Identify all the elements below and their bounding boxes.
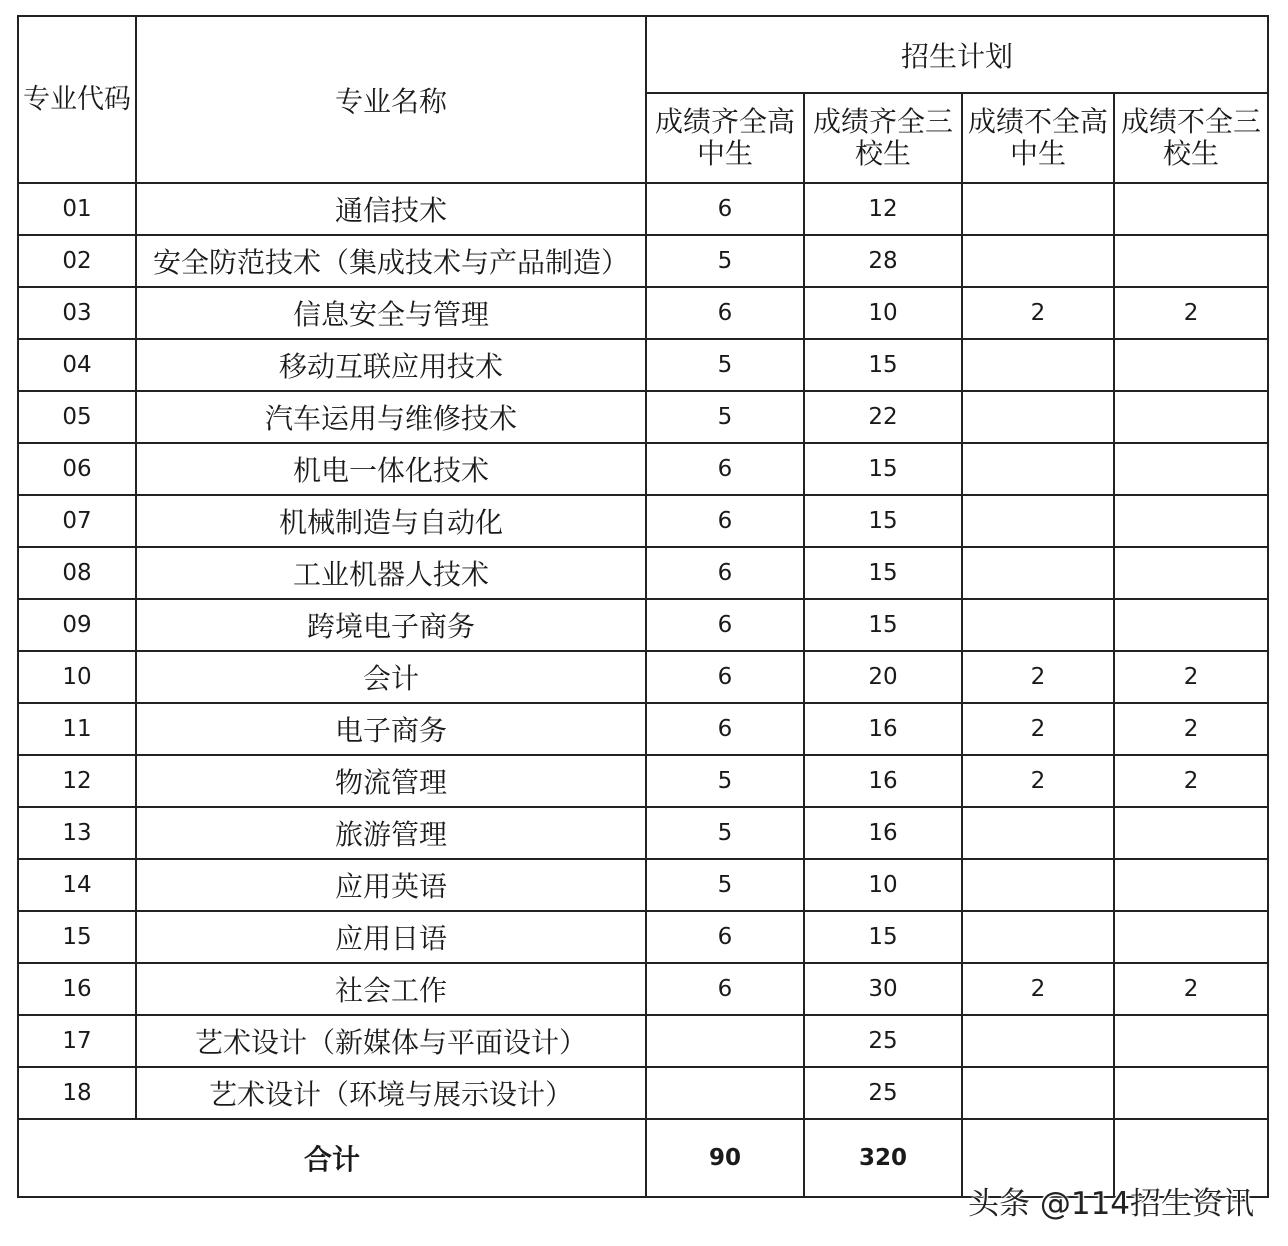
cell-major-name: 机械制造与自动化 <box>136 495 646 547</box>
header-major-name: 专业名称 <box>136 16 646 183</box>
cell-incomplete-highschool <box>962 1015 1114 1067</box>
cell-complete-highschool: 6 <box>646 963 804 1015</box>
cell-complete-highschool: 6 <box>646 287 804 339</box>
cell-complete-highschool: 6 <box>646 495 804 547</box>
table-row <box>18 703 1268 755</box>
cell-complete-vocational: 15 <box>804 599 962 651</box>
cell-incomplete-highschool <box>962 859 1114 911</box>
cell-major-code: 15 <box>18 911 136 963</box>
cell-major-code: 17 <box>18 1015 136 1067</box>
header-incomplete-highschool: 成绩不全高中生 <box>962 93 1114 183</box>
table-row <box>18 495 1268 547</box>
cell-major-code: 03 <box>18 287 136 339</box>
cell-incomplete-vocational <box>1114 235 1268 287</box>
cell-major-name: 工业机器人技术 <box>136 547 646 599</box>
watermark-text: 头条 @114招生资讯 <box>968 1186 1255 1222</box>
cell-major-code: 02 <box>18 235 136 287</box>
cell-major-code: 01 <box>18 183 136 235</box>
cell-major-name: 安全防范技术（集成技术与产品制造） <box>136 235 646 287</box>
cell-incomplete-highschool <box>962 599 1114 651</box>
table-row <box>18 1067 1268 1119</box>
total-complete-vocational: 320 <box>804 1119 962 1197</box>
cell-complete-highschool: 5 <box>646 755 804 807</box>
cell-major-name: 机电一体化技术 <box>136 443 646 495</box>
cell-major-code: 08 <box>18 547 136 599</box>
cell-major-name: 电子商务 <box>136 703 646 755</box>
cell-major-code: 13 <box>18 807 136 859</box>
cell-incomplete-highschool <box>962 339 1114 391</box>
cell-complete-vocational: 16 <box>804 703 962 755</box>
cell-major-code: 11 <box>18 703 136 755</box>
cell-complete-vocational: 15 <box>804 339 962 391</box>
cell-incomplete-highschool: 2 <box>962 963 1114 1015</box>
header-complete-vocational: 成绩齐全三校生 <box>804 93 962 183</box>
cell-major-code: 06 <box>18 443 136 495</box>
cell-major-code: 09 <box>18 599 136 651</box>
cell-major-name: 旅游管理 <box>136 807 646 859</box>
cell-incomplete-vocational <box>1114 807 1268 859</box>
cell-complete-highschool: 6 <box>646 183 804 235</box>
cell-major-name: 信息安全与管理 <box>136 287 646 339</box>
cell-complete-vocational: 28 <box>804 235 962 287</box>
cell-incomplete-highschool <box>962 235 1114 287</box>
cell-incomplete-highschool <box>962 547 1114 599</box>
table-row <box>18 235 1268 287</box>
cell-major-name: 通信技术 <box>136 183 646 235</box>
cell-major-name: 物流管理 <box>136 755 646 807</box>
cell-complete-highschool <box>646 1015 804 1067</box>
cell-major-code: 16 <box>18 963 136 1015</box>
cell-complete-highschool: 6 <box>646 911 804 963</box>
table-row <box>18 443 1268 495</box>
cell-major-name: 艺术设计（新媒体与平面设计） <box>136 1015 646 1067</box>
cell-incomplete-vocational <box>1114 495 1268 547</box>
cell-complete-vocational: 16 <box>804 807 962 859</box>
cell-complete-vocational: 15 <box>804 911 962 963</box>
header-incomplete-vocational: 成绩不全三校生 <box>1114 93 1268 183</box>
cell-complete-vocational: 30 <box>804 963 962 1015</box>
header-complete-highschool: 成绩齐全高中生 <box>646 93 804 183</box>
cell-major-code: 18 <box>18 1067 136 1119</box>
cell-complete-vocational: 22 <box>804 391 962 443</box>
cell-incomplete-highschool <box>962 391 1114 443</box>
cell-incomplete-vocational: 2 <box>1114 755 1268 807</box>
cell-incomplete-highschool: 2 <box>962 755 1114 807</box>
cell-incomplete-vocational: 2 <box>1114 287 1268 339</box>
cell-incomplete-vocational <box>1114 443 1268 495</box>
cell-complete-vocational: 20 <box>804 651 962 703</box>
cell-complete-vocational: 10 <box>804 287 962 339</box>
cell-incomplete-vocational: 2 <box>1114 651 1268 703</box>
cell-incomplete-highschool: 2 <box>962 287 1114 339</box>
cell-incomplete-highschool <box>962 807 1114 859</box>
cell-incomplete-highschool <box>962 911 1114 963</box>
cell-incomplete-vocational <box>1114 391 1268 443</box>
table-row <box>18 547 1268 599</box>
table-row <box>18 599 1268 651</box>
cell-incomplete-vocational: 2 <box>1114 703 1268 755</box>
table-row <box>18 183 1268 235</box>
cell-incomplete-vocational <box>1114 183 1268 235</box>
cell-complete-highschool: 6 <box>646 651 804 703</box>
header-enrollment-plan: 招生计划 <box>646 16 1268 93</box>
cell-incomplete-highschool <box>962 183 1114 235</box>
enrollment-plan-table <box>17 15 1269 1198</box>
cell-incomplete-highschool <box>962 1067 1114 1119</box>
cell-complete-vocational: 12 <box>804 183 962 235</box>
cell-major-code: 07 <box>18 495 136 547</box>
table-row <box>18 859 1268 911</box>
cell-complete-vocational: 10 <box>804 859 962 911</box>
cell-complete-highschool <box>646 1067 804 1119</box>
total-label: 合计 <box>18 1119 646 1197</box>
cell-complete-highschool: 5 <box>646 391 804 443</box>
cell-complete-vocational: 25 <box>804 1067 962 1119</box>
table-row <box>18 911 1268 963</box>
table-row <box>18 287 1268 339</box>
cell-complete-vocational: 15 <box>804 495 962 547</box>
cell-incomplete-vocational <box>1114 339 1268 391</box>
cell-complete-vocational: 15 <box>804 443 962 495</box>
cell-complete-highschool: 6 <box>646 599 804 651</box>
cell-incomplete-highschool: 2 <box>962 703 1114 755</box>
cell-major-name: 会计 <box>136 651 646 703</box>
cell-incomplete-vocational <box>1114 599 1268 651</box>
table-row <box>18 339 1268 391</box>
cell-incomplete-vocational <box>1114 547 1268 599</box>
total-complete-highschool: 90 <box>646 1119 804 1197</box>
cell-complete-highschool: 6 <box>646 547 804 599</box>
cell-major-name: 艺术设计（环境与展示设计） <box>136 1067 646 1119</box>
cell-incomplete-vocational <box>1114 911 1268 963</box>
cell-major-name: 汽车运用与维修技术 <box>136 391 646 443</box>
cell-complete-vocational: 25 <box>804 1015 962 1067</box>
cell-major-name: 移动互联应用技术 <box>136 339 646 391</box>
cell-incomplete-vocational <box>1114 1015 1268 1067</box>
cell-complete-highschool: 5 <box>646 235 804 287</box>
table-row <box>18 391 1268 443</box>
cell-complete-highschool: 5 <box>646 807 804 859</box>
table-row <box>18 1015 1268 1067</box>
cell-major-code: 14 <box>18 859 136 911</box>
cell-incomplete-highschool: 2 <box>962 651 1114 703</box>
cell-complete-vocational: 15 <box>804 547 962 599</box>
cell-major-name: 应用英语 <box>136 859 646 911</box>
cell-major-code: 10 <box>18 651 136 703</box>
table-row <box>18 651 1268 703</box>
cell-major-name: 应用日语 <box>136 911 646 963</box>
cell-major-code: 04 <box>18 339 136 391</box>
header-row-top <box>18 16 1268 93</box>
cell-incomplete-vocational <box>1114 1067 1268 1119</box>
header-major-code: 专业代码 <box>18 16 136 183</box>
table-row <box>18 755 1268 807</box>
cell-incomplete-highschool <box>962 495 1114 547</box>
table-row <box>18 963 1268 1015</box>
cell-major-code: 12 <box>18 755 136 807</box>
cell-incomplete-vocational: 2 <box>1114 963 1268 1015</box>
cell-incomplete-highschool <box>962 443 1114 495</box>
cell-complete-vocational: 16 <box>804 755 962 807</box>
cell-complete-highschool: 5 <box>646 339 804 391</box>
cell-major-name: 跨境电子商务 <box>136 599 646 651</box>
cell-complete-highschool: 6 <box>646 703 804 755</box>
cell-major-name: 社会工作 <box>136 963 646 1015</box>
table-row <box>18 807 1268 859</box>
cell-complete-highschool: 6 <box>646 443 804 495</box>
cell-complete-highschool: 5 <box>646 859 804 911</box>
cell-incomplete-vocational <box>1114 859 1268 911</box>
cell-major-code: 05 <box>18 391 136 443</box>
